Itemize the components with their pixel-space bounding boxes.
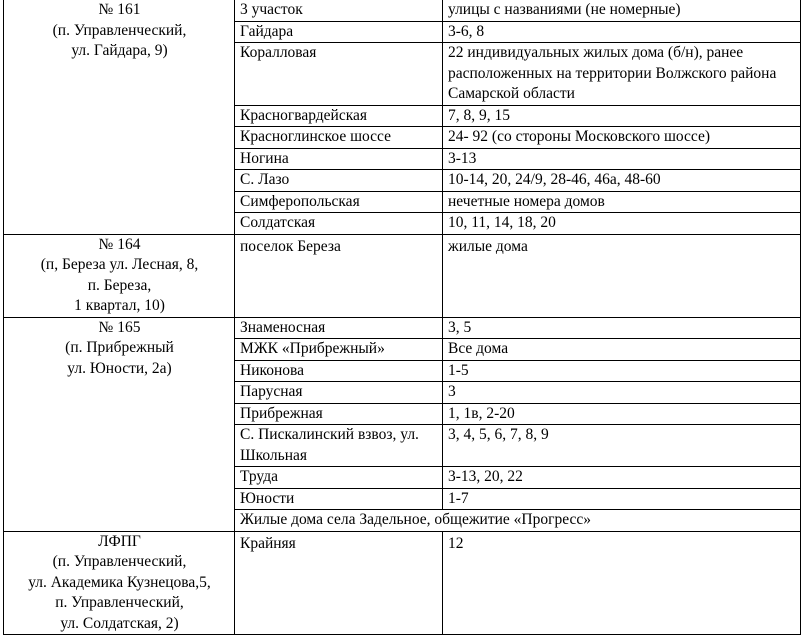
street-cell: Никонова <box>235 360 443 382</box>
merged-row-cell: Жилые дома села Задельное, общежитие «Прогресс» <box>235 510 801 532</box>
houses-cell: 22 индивидуальных жилых дома (б/н), ранее расположенных на территории Волжского района Самарской области <box>443 43 801 106</box>
street-cell: С. Лазо <box>235 170 443 192</box>
houses-cell: нечетные номера домов <box>443 191 801 213</box>
street-cell: Труда <box>235 467 443 489</box>
houses-cell: 10-14, 20, 24/9, 28-46, 46а, 48-60 <box>443 170 801 192</box>
street-cell: Симферопольская <box>235 191 443 213</box>
street-cell: Красногвардейская <box>235 105 443 127</box>
street-cell: Юности <box>235 488 443 510</box>
street-cell: МЖК «Прибрежный» <box>235 339 443 361</box>
table-row <box>4 0 801 21</box>
houses-cell: 3 <box>443 382 801 404</box>
houses-cell: 24- 92 (со стороны Московского шоссе) <box>443 127 801 149</box>
houses-cell: 12 <box>443 531 801 635</box>
street-cell: 3 участок <box>235 0 443 21</box>
street-cell: Коралловая <box>235 43 443 106</box>
school-cell-161 <box>4 0 235 234</box>
school-cell-164 <box>4 234 235 317</box>
street-cell: Знаменосная <box>235 317 443 339</box>
houses-cell: 3-13 <box>443 148 801 170</box>
school-address-line: ул. Солдатская, 2) <box>60 614 179 632</box>
street-cell: Прибрежная <box>235 403 443 425</box>
table-row <box>4 234 801 317</box>
school-address-line: ул. Академика Кузнецова,5, <box>28 573 211 591</box>
school-address-line: ул. Гайдара, 9) <box>71 42 168 59</box>
table-row <box>4 317 801 339</box>
school-cell-lfpg <box>4 531 235 635</box>
school-number: № 161 <box>98 1 141 18</box>
houses-cell: 3, 5 <box>443 317 801 339</box>
street-cell: Ногина <box>235 148 443 170</box>
houses-cell: 3-13, 20, 22 <box>443 467 801 489</box>
houses-cell: 1-5 <box>443 360 801 382</box>
table-row <box>4 531 801 635</box>
school-number: № 165 <box>98 318 141 336</box>
houses-cell: 1, 1в, 2-20 <box>443 403 801 425</box>
school-address-line: (п. Управленческий, <box>52 21 187 39</box>
houses-cell: 3, 4, 5, 6, 7, 8, 9 <box>443 425 801 467</box>
street-cell: Крайняя <box>235 531 443 635</box>
street-cell: поселок Береза <box>235 234 443 317</box>
school-number: ЛФПГ <box>98 532 141 550</box>
street-cell: Красноглинское шоссе <box>235 127 443 149</box>
school-address-line: 1 квартал, 10) <box>74 297 165 314</box>
school-address-line: (п, Береза ул. Лесная, 8, <box>40 256 199 273</box>
houses-cell: 10, 11, 14, 18, 20 <box>443 213 801 235</box>
school-address-line: (п. Управленческий, <box>52 553 187 570</box>
school-address-line: п. Береза, <box>87 276 152 294</box>
school-address-line: (п. Прибрежный <box>65 339 174 356</box>
street-cell: Солдатская <box>235 213 443 235</box>
houses-cell: 3-6, 8 <box>443 21 801 43</box>
houses-cell: 1-7 <box>443 488 801 510</box>
houses-cell: улицы с названиями (не номерные) <box>443 0 801 21</box>
street-cell: Парусная <box>235 382 443 404</box>
school-cell-165 <box>4 317 235 531</box>
school-number: № 164 <box>98 235 141 253</box>
school-district-table <box>3 0 801 635</box>
school-address-line: п. Управленческий, <box>55 594 184 611</box>
houses-cell: Все дома <box>443 339 801 361</box>
street-cell: С. Пискалинский взвоз, ул. Школьная <box>235 425 443 467</box>
houses-cell: жилые дома <box>443 234 801 317</box>
school-address-line: ул. Юности, 2а) <box>67 359 172 377</box>
street-cell: Гайдара <box>235 21 443 43</box>
houses-cell: 7, 8, 9, 15 <box>443 105 801 127</box>
